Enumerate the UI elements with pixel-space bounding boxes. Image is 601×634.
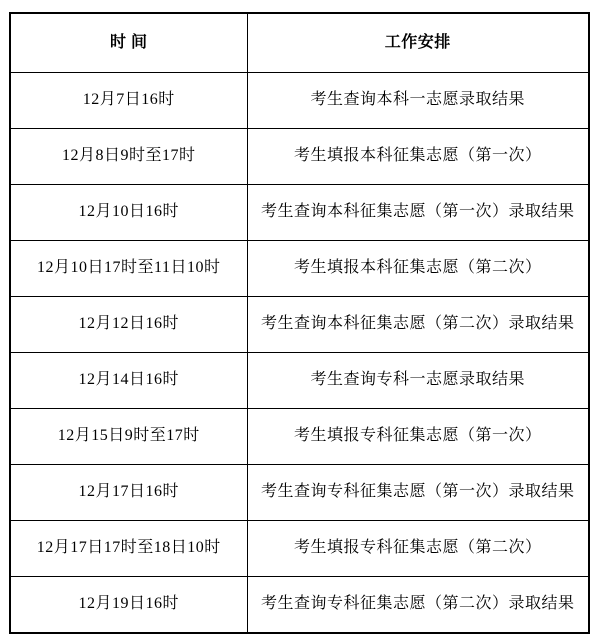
table-row [10, 241, 589, 297]
table-row [10, 73, 589, 129]
table-body [10, 73, 589, 634]
table-row [10, 185, 589, 241]
table-row [10, 129, 589, 185]
time-cell: 12月19日16时 [10, 577, 247, 634]
table-row [10, 353, 589, 409]
time-cell: 12月15日9时至17时 [10, 409, 247, 465]
task-cell: 考生查询专科一志愿录取结果 [247, 353, 589, 409]
table-row [10, 465, 589, 521]
task-cell: 考生查询本科征集志愿（第二次）录取结果 [247, 297, 589, 353]
task-cell: 考生查询本科一志愿录取结果 [247, 73, 589, 129]
task-cell: 考生查询专科征集志愿（第一次）录取结果 [247, 465, 589, 521]
time-cell: 12月14日16时 [10, 353, 247, 409]
header-task: 工作安排 [247, 13, 589, 73]
time-cell: 12月10日17时至11日10时 [10, 241, 247, 297]
time-cell: 12月8日9时至17时 [10, 129, 247, 185]
table-row [10, 521, 589, 577]
table-row [10, 577, 589, 634]
time-cell: 12月17日17时至18日10时 [10, 521, 247, 577]
task-cell: 考生填报专科征集志愿（第一次） [247, 409, 589, 465]
time-cell: 12月17日16时 [10, 465, 247, 521]
table-header [10, 13, 589, 73]
task-cell: 考生填报专科征集志愿（第二次） [247, 521, 589, 577]
task-cell: 考生查询专科征集志愿（第二次）录取结果 [247, 577, 589, 634]
time-cell: 12月12日16时 [10, 297, 247, 353]
table-row [10, 297, 589, 353]
admission-schedule-table [9, 12, 590, 634]
task-cell: 考生填报本科征集志愿（第二次） [247, 241, 589, 297]
table-row [10, 409, 589, 465]
header-row [10, 13, 589, 73]
time-cell: 12月10日16时 [10, 185, 247, 241]
task-cell: 考生填报本科征集志愿（第一次） [247, 129, 589, 185]
time-cell: 12月7日16时 [10, 73, 247, 129]
header-time: 时 间 [10, 13, 247, 73]
task-cell: 考生查询本科征集志愿（第一次）录取结果 [247, 185, 589, 241]
